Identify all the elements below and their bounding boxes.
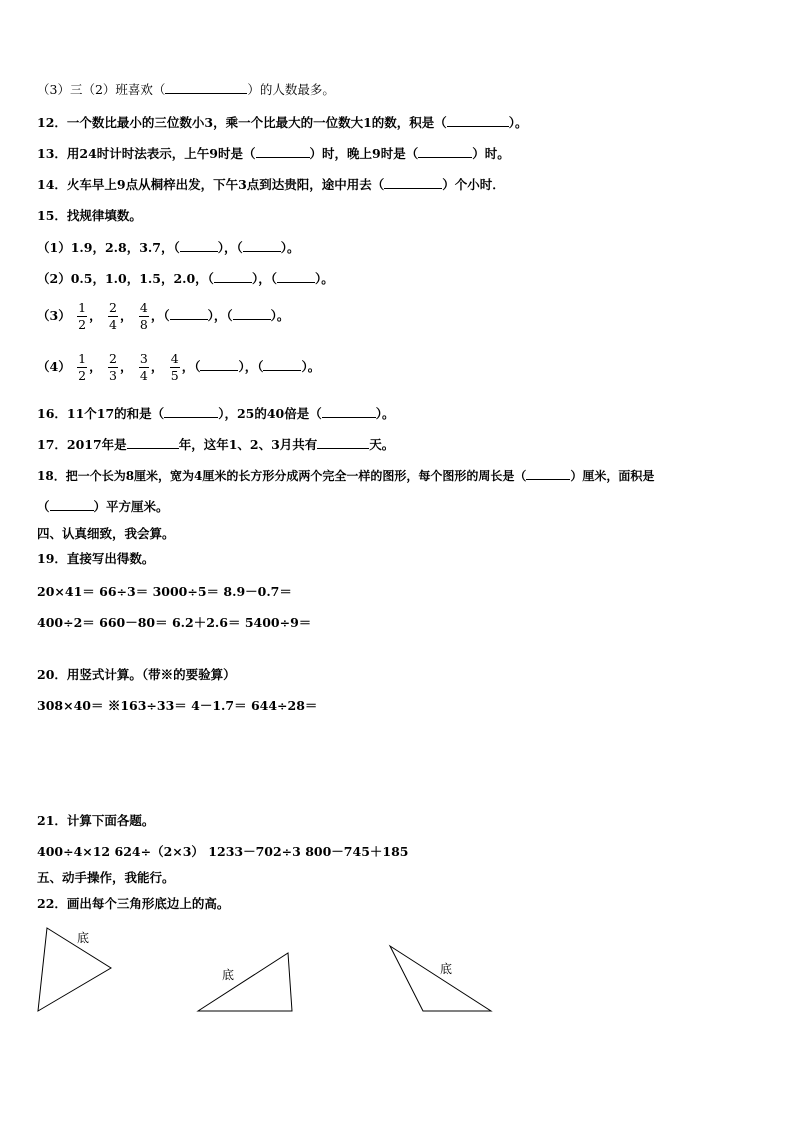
expression: 1233－702÷3 [208, 844, 301, 859]
expression: 8.9－0.7＝ [223, 584, 292, 599]
section-4-title: 四、认真细致，我会算。 [37, 526, 175, 541]
question-15: 15．找规律填数。 [37, 208, 142, 223]
triangle-1 [38, 928, 111, 1011]
expression: 6.2＋2.6＝ [171, 615, 241, 630]
q15-sub4: （4） $\frac{1}{2}$ ， $\frac{2}{3}$ ， $\frac{3}{4}$ ， $\frac{4}{5}$ ，（ ），（ ）。 [37, 351, 321, 383]
triangle-2 [198, 953, 292, 1011]
q11-sub3: （3）三（2）班喜欢（ ）的人数最多。 [37, 82, 335, 97]
fraction: $\frac{2}{4}$ [108, 300, 117, 332]
fraction: $\frac{1}{2}$ [78, 300, 87, 332]
expression: 4－1.7＝ [191, 698, 247, 713]
q15-sub2: （2）0.5，1.0，1.5，2.0，（ ），（ ）。 [37, 271, 334, 286]
expression: 624÷（2×3） [114, 844, 204, 859]
expression: 3000÷5＝ [152, 584, 220, 599]
fraction: $\frac{4}{8}$ [139, 300, 148, 332]
expression: 400÷2＝ [37, 615, 95, 630]
fraction: $\frac{3}{4}$ [139, 351, 148, 383]
question-16: 16．11个17的和是（ ），25的40倍是（ ）。 [37, 406, 395, 421]
expression: 308×40＝ [37, 698, 104, 713]
expression: ※163÷33＝ [107, 698, 187, 713]
expression: 400÷4×12 [37, 844, 111, 859]
expression: 5400÷9＝ [244, 615, 312, 630]
question-13: 13．用24时计时法表示，上午9时是（ ）时，晚上9时是（ ）时。 [37, 146, 510, 161]
question-18-cont: （ ）平方厘米。 [37, 499, 169, 514]
question-22: 22．画出每个三角形底边上的高。 [37, 896, 230, 911]
question-14: 14．火车早上9点从桐梓出发，下午3点到达贵阳，途中用去（ ）个小时． [37, 177, 505, 192]
expression: 66÷3＝ [99, 584, 149, 599]
question-18: 18．把一个长为8厘米，宽为4厘米的长方形分成两个完全一样的图形，每个图形的周长是（ ）厘米，面积是 [37, 469, 655, 483]
question-20: 20．用竖式计算。（带※的要验算） [37, 667, 236, 682]
question-17: 17．2017年是 年，这年1、2、3月共有 天。 [37, 437, 395, 452]
expression: 660－80＝ [99, 615, 168, 630]
base-label: 底 [77, 931, 90, 945]
expression: 800－745＋185 [305, 844, 409, 859]
fraction: $\frac{2}{3}$ [108, 351, 117, 383]
fraction: $\frac{4}{5}$ [170, 351, 179, 383]
expression: 644÷28＝ [250, 698, 318, 713]
fraction: $\frac{1}{2}$ [78, 351, 87, 383]
triangle-3 [390, 946, 491, 1011]
question-19: 19．直接写出得数。 [37, 551, 155, 566]
question-21: 21．计算下面各题。 [37, 813, 155, 828]
expression: 20×41＝ [37, 584, 95, 599]
q15-sub1: （1）1.9，2.8，3.7，（ ），（ ）。 [37, 240, 300, 255]
section-5-title: 五、动手操作，我能行。 [37, 870, 175, 885]
q15-sub3: （3） $\frac{1}{2}$ ， $\frac{2}{4}$ ， $\frac{4}{8}$ ，（ ），（ ）。 [37, 300, 290, 332]
base-label: 底 [222, 968, 235, 982]
base-label: 底 [440, 962, 453, 976]
question-12: 12．一个数比最小的三位数小3，乘一个比最大的一位数大1的数，积是（ ）。 [37, 115, 528, 130]
